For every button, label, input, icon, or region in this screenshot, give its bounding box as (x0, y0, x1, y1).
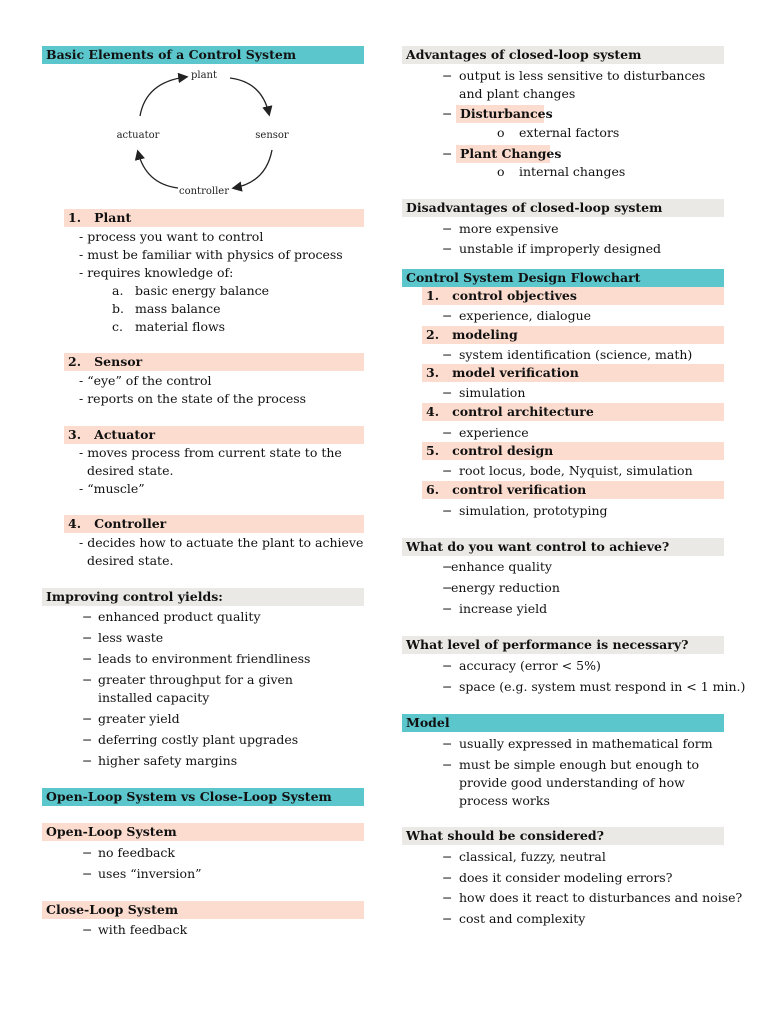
advantages-item-1: output is less sensitive to disturbances and plant changes (459, 68, 706, 101)
considered-title: What should be considered? (402, 827, 724, 845)
dash-marker: − (442, 658, 453, 673)
plant-heading (64, 209, 364, 227)
dash-marker: − (442, 221, 453, 236)
performance-item-1: accuracy (error < 5%) (459, 658, 601, 673)
diagram-actuator-label: actuator (116, 130, 160, 141)
controller-heading (64, 515, 364, 533)
dash-marker: − (442, 849, 453, 864)
improving-item-6: deferring costly plant upgrades (98, 732, 299, 747)
dash-marker: − (442, 736, 453, 751)
flow-step-label: control architecture (452, 404, 594, 419)
actuator-line-1: - moves process from current state to the (79, 445, 342, 460)
bullet-marker: o (497, 125, 505, 140)
sensor-heading-num: 2. (68, 354, 82, 369)
achieve-title: What do you want control to achieve? (402, 538, 724, 556)
flow-step-6 (422, 481, 724, 499)
ol-vs-cl-title: Open-Loop System vs Close-Loop System (42, 788, 364, 806)
achieve-item-2: energy reduction (451, 580, 560, 595)
dash-marker: − (442, 347, 453, 362)
flow-step-5-detail: root locus, bode, Nyquist, simulation (459, 463, 693, 478)
achieve-item-3: increase yield (459, 601, 548, 616)
flowchart-title: Control System Design Flowchart (402, 269, 724, 287)
flow-step-label: control objectives (452, 288, 577, 303)
improving-item-7: higher safety margins (98, 753, 238, 768)
arrow-plant-to-sensor (230, 78, 269, 114)
dash-marker: − (82, 672, 93, 687)
dash-marker: − (442, 68, 453, 83)
dash-marker: − (82, 651, 93, 666)
disturbances-label: Disturbances (456, 105, 544, 123)
considered-item-4: cost and complexity (459, 911, 586, 926)
close-loop-item-1: with feedback (98, 922, 188, 937)
considered-item-3: how does it react to disturbances and noise? (459, 890, 743, 905)
disadvantages-item-1: more expensive (459, 221, 559, 236)
flow-step-num: 1. (426, 288, 440, 303)
controller-line-2: desired state. (87, 553, 174, 568)
dash-marker: − (442, 601, 453, 616)
plant-sub-marker-b: b. (112, 301, 124, 316)
dash-marker: − (82, 711, 93, 726)
dash-marker: − (442, 757, 453, 772)
achieve-item-1: enhance quality (451, 559, 552, 574)
flow-step-label: control design (452, 443, 554, 458)
dash-marker: − (442, 425, 453, 440)
controller-heading-num: 4. (68, 516, 82, 531)
dash-marker: − (82, 866, 93, 881)
flow-step-1-detail: experience, dialogue (459, 308, 592, 323)
flow-step-label: control verification (452, 482, 587, 497)
flow-step-6-detail: simulation, prototyping (459, 503, 608, 518)
flow-step-3 (422, 364, 724, 382)
flow-step-4 (422, 403, 724, 421)
plant-changes-label: Plant Changes (456, 145, 550, 163)
plant-line-2: - must be familiar with physics of process (79, 247, 343, 262)
plant-heading-text: Plant (94, 210, 132, 225)
flow-step-num: 2. (426, 327, 440, 342)
actuator-line-2: desired state. (87, 463, 174, 478)
dash-marker: − (82, 922, 93, 937)
plant-line-1: - process you want to control (79, 229, 264, 244)
plant-sub-b: mass balance (135, 301, 221, 316)
close-loop-title: Close-Loop System (42, 901, 364, 919)
flow-step-4-detail: experience (459, 425, 529, 440)
disadvantages-title: Disadvantages of closed-loop system (402, 199, 724, 217)
improving-item-3: leads to environment friendliness (98, 651, 311, 666)
controller-line-1: - decides how to actuate the plant to achieve (79, 535, 364, 550)
flow-step-num: 5. (426, 443, 440, 458)
flow-step-num: 3. (426, 365, 440, 380)
improving-title: Improving control yields: (42, 588, 364, 606)
plant-line-3: - requires knowledge of: (79, 265, 234, 280)
dash-marker: − (442, 146, 453, 161)
arrow-sensor-to-controller (234, 150, 272, 188)
disadvantages-item-2: unstable if improperly designed (459, 241, 661, 256)
control-loop-diagram (112, 66, 302, 202)
dash-marker: − (442, 106, 453, 121)
model-title: Model (402, 714, 724, 732)
flow-step-2 (422, 326, 724, 344)
controller-heading-text: Controller (94, 516, 167, 531)
dash-marker: − (442, 679, 453, 694)
open-loop-item-1: no feedback (98, 845, 176, 860)
improving-item-4: greater throughput for a given installed capacity (98, 672, 293, 705)
basic-elements-title: Basic Elements of a Control System (42, 46, 364, 64)
model-item-2: must be simple enough but enough to provide good understanding of how process works (459, 757, 700, 808)
actuator-heading-text: Actuator (94, 427, 156, 442)
plant-sub-a: basic energy balance (135, 283, 270, 298)
dash-marker: − (442, 503, 453, 518)
advantages-title: Advantages of closed-loop system (402, 46, 724, 64)
dash-marker: − (82, 609, 93, 624)
open-loop-item-2: uses “inversion” (98, 866, 202, 881)
bullet-marker: o (497, 164, 505, 179)
sensor-heading-text: Sensor (94, 354, 143, 369)
dash-marker: − (82, 732, 93, 747)
dash-marker: − (442, 463, 453, 478)
dash-marker: − (442, 890, 453, 905)
flow-step-label: model verification (452, 365, 579, 380)
dash-marker: − (442, 580, 453, 595)
flow-step-1 (422, 287, 724, 305)
plant-changes-sub: internal changes (519, 164, 626, 179)
sensor-line-1: - “eye” of the control (79, 373, 212, 388)
actuator-line-3: - “muscle” (79, 481, 145, 496)
considered-item-2: does it consider modeling errors? (459, 870, 673, 885)
dash-marker: − (82, 630, 93, 645)
improving-item-1: enhanced product quality (98, 609, 261, 624)
performance-item-2: space (e.g. system must respond in < 1 min.) (459, 679, 746, 694)
actuator-heading-num: 3. (68, 427, 82, 442)
improving-item-2: less waste (98, 630, 164, 645)
dash-marker: − (442, 308, 453, 323)
performance-title: What level of performance is necessary? (402, 636, 724, 654)
diagram-plant-label: plant (190, 70, 218, 81)
plant-sub-marker-a: a. (112, 283, 124, 298)
sensor-line-2: - reports on the state of the process (79, 391, 307, 406)
dash-marker: − (82, 753, 93, 768)
dash-marker: − (442, 241, 453, 256)
arrow-controller-to-actuator (138, 152, 178, 188)
diagram-sensor-label: sensor (255, 130, 289, 141)
diagram-controller-label: controller (179, 186, 229, 197)
dash-marker: − (442, 911, 453, 926)
sensor-heading (64, 353, 364, 371)
plant-sub-marker-c: c. (112, 319, 123, 334)
flow-step-num: 4. (426, 404, 440, 419)
arrow-actuator-to-plant (140, 77, 186, 116)
plant-heading-num: 1. (68, 210, 82, 225)
dash-marker: − (442, 385, 453, 400)
plant-sub-c: material flows (135, 319, 226, 334)
dash-marker: − (442, 559, 453, 574)
disturbances-sub: external factors (519, 125, 620, 140)
flow-step-label: modeling (452, 327, 518, 342)
flow-step-num: 6. (426, 482, 440, 497)
considered-item-1: classical, fuzzy, neutral (459, 849, 606, 864)
improving-item-5: greater yield (98, 711, 180, 726)
flow-step-5 (422, 442, 724, 460)
open-loop-title: Open-Loop System (42, 823, 364, 841)
dash-marker: − (442, 870, 453, 885)
model-item-1: usually expressed in mathematical form (459, 736, 713, 751)
actuator-heading (64, 426, 364, 444)
dash-marker: − (82, 845, 93, 860)
flow-step-2-detail: system identification (science, math) (459, 347, 693, 362)
flow-step-3-detail: simulation (459, 385, 526, 400)
